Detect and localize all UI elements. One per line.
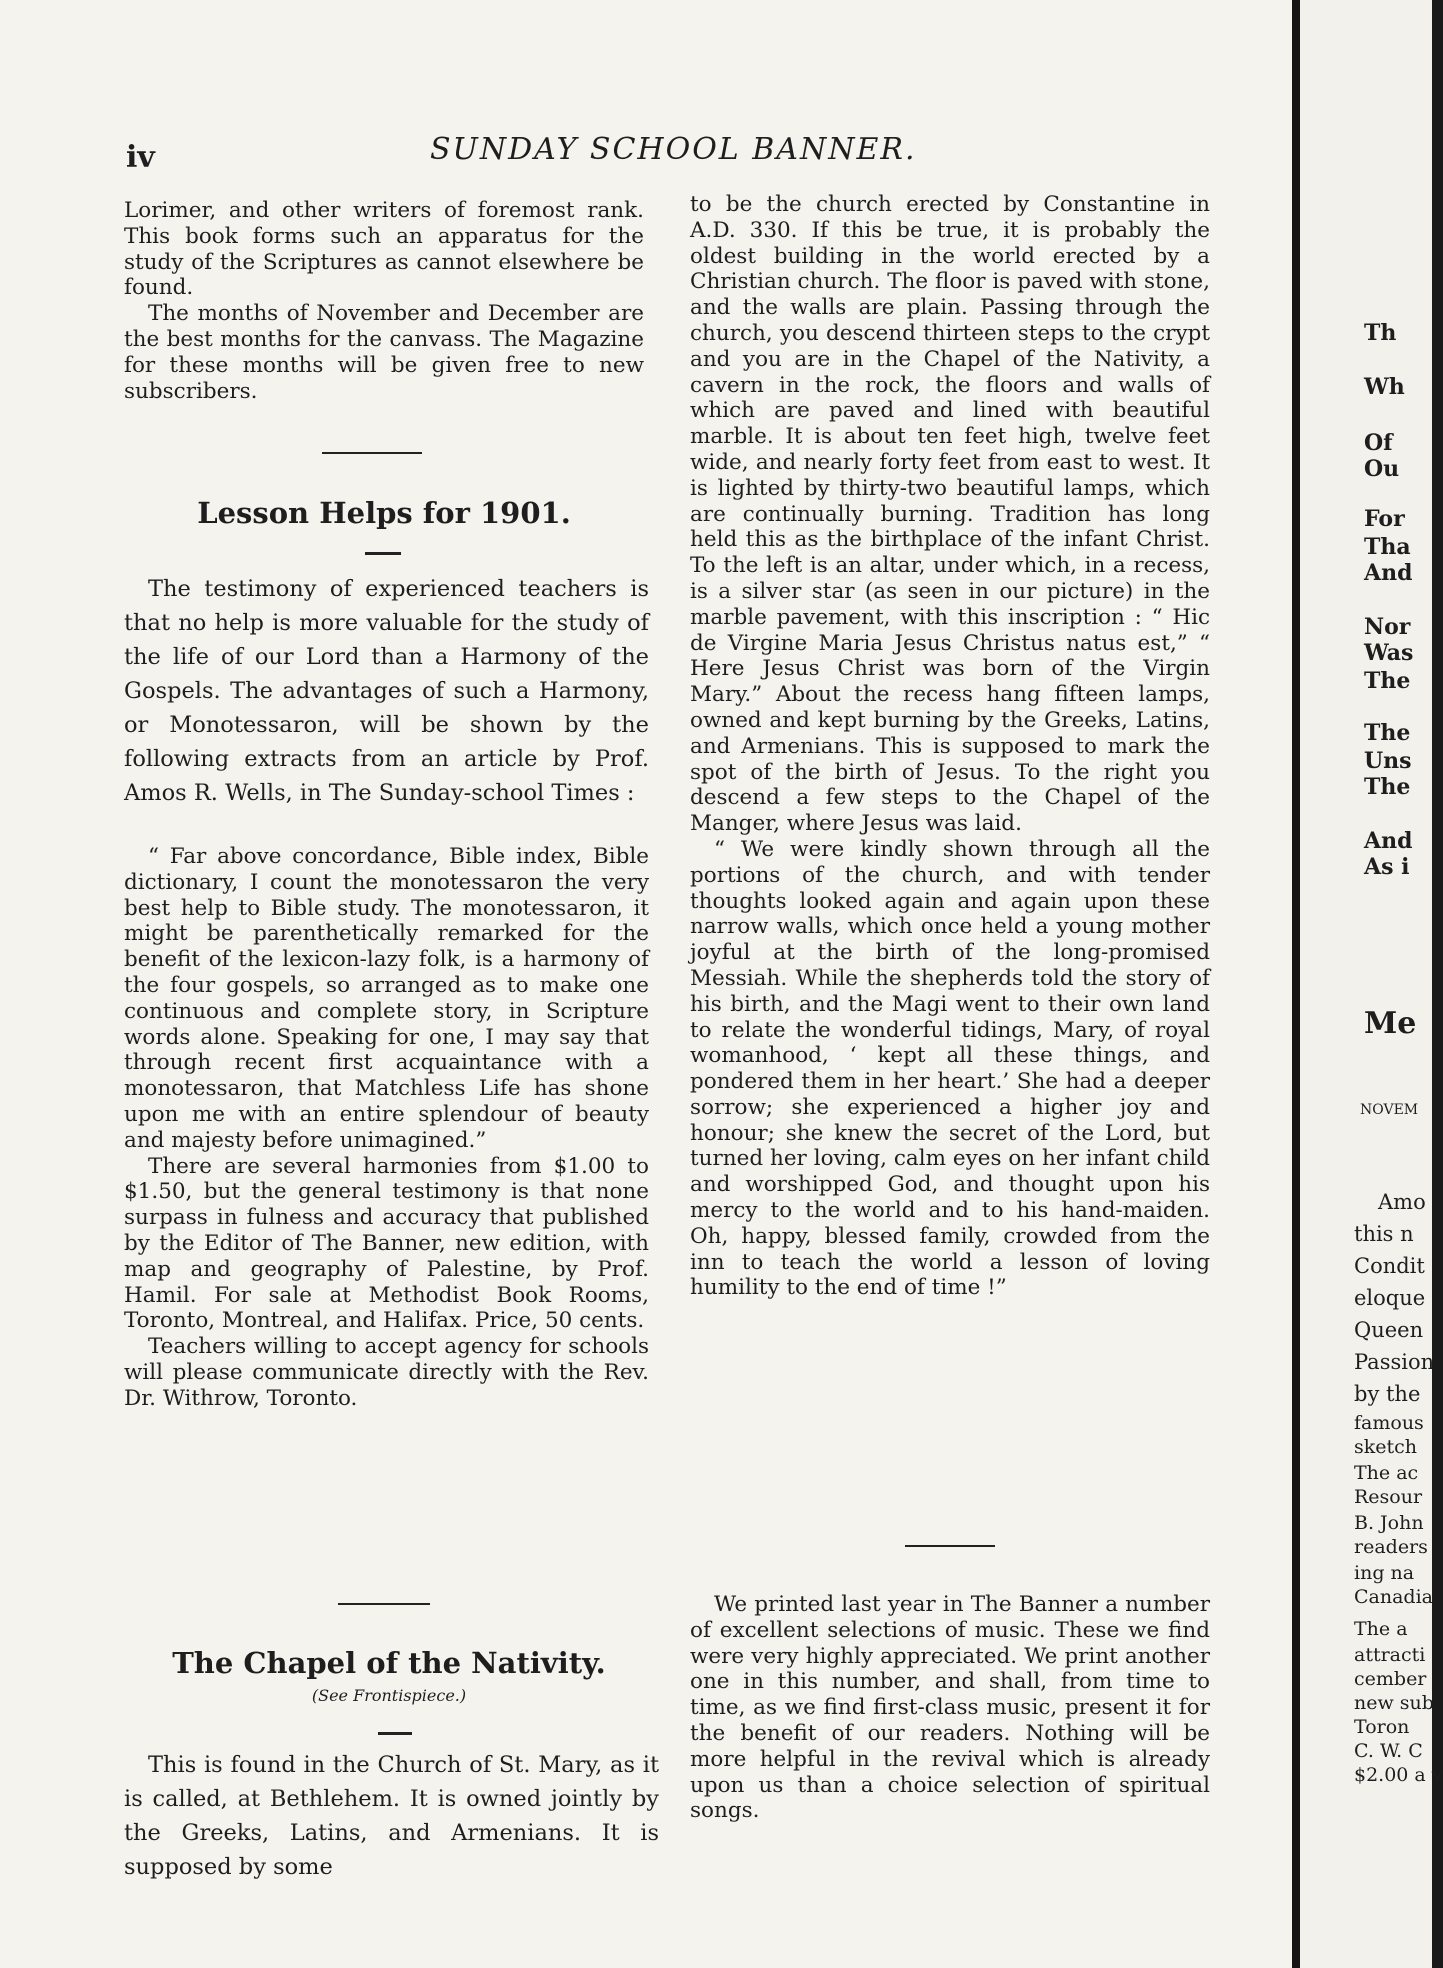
poem-fragment: Nor — [1364, 614, 1411, 640]
poem-fragment: Of — [1364, 430, 1393, 456]
poem-fragment: And — [1364, 828, 1413, 854]
lesson-helps-quote: “ Far above concordance, Bible index, Bible dictionary, I count the monotessaron the very best help to Bible study. The monotessaron, it might be parenthetically remarked for the benefit of the lexicon-lazy folk, is a harmony of the four gospels, so arranged as to make one continuous and complete story, in Scripture words alone. Speaking for one, I may say that through recent first acquaintance with a monotessaron, that Matchless Life has shone upon me with an entire splendour of beauty and majesty before unimagined.” — [124, 844, 649, 1153]
section-divider — [905, 1545, 995, 1547]
poem-fragment: Ou — [1364, 456, 1400, 482]
page-number: iv — [126, 140, 155, 175]
heading-fragment: Me — [1364, 1006, 1417, 1041]
text-fragment: Canadia — [1354, 1586, 1433, 1608]
section-divider — [322, 452, 422, 454]
poem-fragment: Th — [1364, 320, 1397, 346]
lesson-helps-body — [124, 844, 649, 1412]
text-fragment: The a — [1354, 1618, 1408, 1640]
lesson-helps-heading: Lesson Helps for 1901. — [197, 496, 571, 530]
text-fragment: Condit — [1354, 1254, 1425, 1278]
poem-fragment: Wh — [1364, 374, 1405, 400]
lesson-helps-paragraph-4: Teachers willing to accept agency for schools will please communicate directly with the Rev. Dr. Withrow, Toronto. — [124, 1334, 649, 1411]
chapel-subnote: (See Frontispiece.) — [311, 1686, 467, 1705]
heading-rule — [378, 1732, 412, 1735]
poem-fragment: Uns — [1364, 748, 1412, 774]
poem-fragment: The — [1364, 720, 1411, 746]
text-fragment: famous — [1354, 1412, 1424, 1434]
music-notice — [690, 1592, 1210, 1824]
poem-fragment: As i — [1364, 854, 1410, 880]
text-fragment: Queen — [1354, 1318, 1424, 1342]
text-fragment: Passion — [1354, 1350, 1435, 1374]
poem-fragment: For — [1364, 506, 1405, 532]
adjacent-page-edge — [1300, 0, 1443, 1968]
intro-paragraph-2: The months of November and December are the best months for the canvass. The Magazine for these months will be given free to new subscribers. — [124, 301, 644, 404]
text-fragment: ing na — [1354, 1562, 1415, 1584]
text-fragment: Resour — [1354, 1486, 1423, 1508]
text-fragment: this n — [1354, 1222, 1414, 1246]
poem-fragment: And — [1364, 560, 1413, 586]
heading-rule — [365, 552, 401, 555]
text-fragment: Amo — [1378, 1190, 1426, 1214]
intro-block — [124, 198, 644, 404]
text-fragment: The ac — [1354, 1462, 1419, 1484]
text-fragment: attracti — [1354, 1644, 1426, 1666]
intro-paragraph-1: Lorimer, and other writers of foremost rank. This book forms such an apparatus for the study of the Scriptures as cannot elsewhere be found. — [124, 198, 644, 301]
chapel-heading: The Chapel of the Nativity. — [172, 1646, 606, 1680]
lesson-helps-intro — [124, 572, 649, 810]
poem-fragment: Tha — [1364, 534, 1411, 560]
poem-fragment: Was — [1364, 640, 1414, 666]
chapel-paragraph: This is found in the Church of St. Mary, as it is called, at Bethlehem. It is owned jointly by the Greeks, Latins, and Armenians. It is supposed by some — [124, 1752, 659, 1880]
date-fragment: NOVEM — [1360, 1102, 1419, 1118]
chapel-continuation-paragraph-2: “ We were kindly shown through all the portions of the church, and with tender thoughts looked again and again upon these narrow walls, which once held a young mother joyful at the birth of the long-promised Messiah. While the shepherds told the story of his birth, and the Magi went to their own land to relate the wonderful tidings, Mary, of royal womanhood, ‘ kept all these things, and pondered them in her heart.’ She had a deeper sorrow; she experienced a higher joy and honour; she knew the secret of the Lord, but turned her loving, calm eyes on her infant child and worshipped God, and thought upon his mercy to the world and to his hand-maiden. Oh, happy, blessed family, crowded from the inn to teach the world a lesson of loving humility to the end of time !” — [690, 836, 1210, 1301]
text-fragment: new sub — [1354, 1692, 1434, 1714]
section-divider — [338, 1603, 430, 1605]
text-fragment: cember — [1354, 1668, 1427, 1690]
text-fragment: B. John — [1354, 1512, 1424, 1534]
chapel-continuation — [690, 192, 1210, 1301]
poem-fragment: The — [1364, 668, 1411, 694]
music-paragraph: We printed last year in The Banner a number of excellent selections of music. These we find were very highly appreciated. We print another one in this number, and shall, from time to time, as we find first-class music, present it for the benefit of our readers. Nothing will be more helpful in the revival which is already upon us than a choice selection of spiritual songs. — [690, 1592, 1210, 1824]
lesson-helps-paragraph-3: There are several harmonies from $1.00 to $1.50, but the general testimony is that none surpass in fulness and accuracy that published by the Editor of The Banner, new edition, with map and geography of Palestine, by Prof. Hamil. For sale at Methodist Book Rooms, Toronto, Montreal, and Halifax. Price, 50 cents. — [124, 1153, 649, 1334]
text-fragment: sketch — [1354, 1436, 1418, 1458]
chapel-continuation-paragraph-1: to be the church erected by Constantine in A.D. 330. If this be true, it is probably the oldest building in the world erected by a Christian church. The floor is paved with stone, and the walls are plain. Passing through the church, you descend thirteen steps to the crypt and you are in the Chapel of the Nativity, a cavern in the rock, the floors and walls of which are paved and lined with beautiful marble. It is about ten feet high, twelve feet wide, and nearly forty feet from east to west. It is lighted by thirty-two beautiful lamps, which are continually burning. Tradition has long held this as the birthplace of the infant Christ. To the left is an altar, under which, in a recess, is a silver star (as seen in our picture) in the marble pavement, with this inscription : “ Hic de Virgine Maria Jesus Christus natus est,” “ Here Jesus Christ was born of the Virgin Mary.” About the recess hang fifteen lamps, owned and kept burning by the Greeks, Latins, and Armenians. This is supposed to mark the spot of the birth of Jesus. To the right you descend a few steps to the Chapel of the Manger, where Jesus was laid. — [690, 192, 1210, 837]
text-fragment: eloque — [1354, 1286, 1426, 1310]
text-fragment: readers — [1354, 1536, 1428, 1558]
lesson-helps-paragraph-1: The testimony of experienced teachers is that no help is more valuable for the study of the life of our Lord than a Harmony of the Gospels. The advantages of such a Harmony, or Monotessaron, will be shown by the following extracts from an article by Prof. Amos R. Wells, in The Sunday-school Times : — [124, 576, 649, 806]
text-fragment: by the — [1354, 1382, 1421, 1406]
text-fragment: C. W. C — [1354, 1740, 1423, 1762]
poem-fragment: The — [1364, 774, 1411, 800]
text-fragment: Toron — [1354, 1716, 1410, 1738]
text-fragment: $2.00 a y — [1354, 1764, 1443, 1786]
running-header: SUNDAY SCHOOL BANNER. — [430, 132, 917, 167]
chapel-body — [124, 1748, 659, 1884]
